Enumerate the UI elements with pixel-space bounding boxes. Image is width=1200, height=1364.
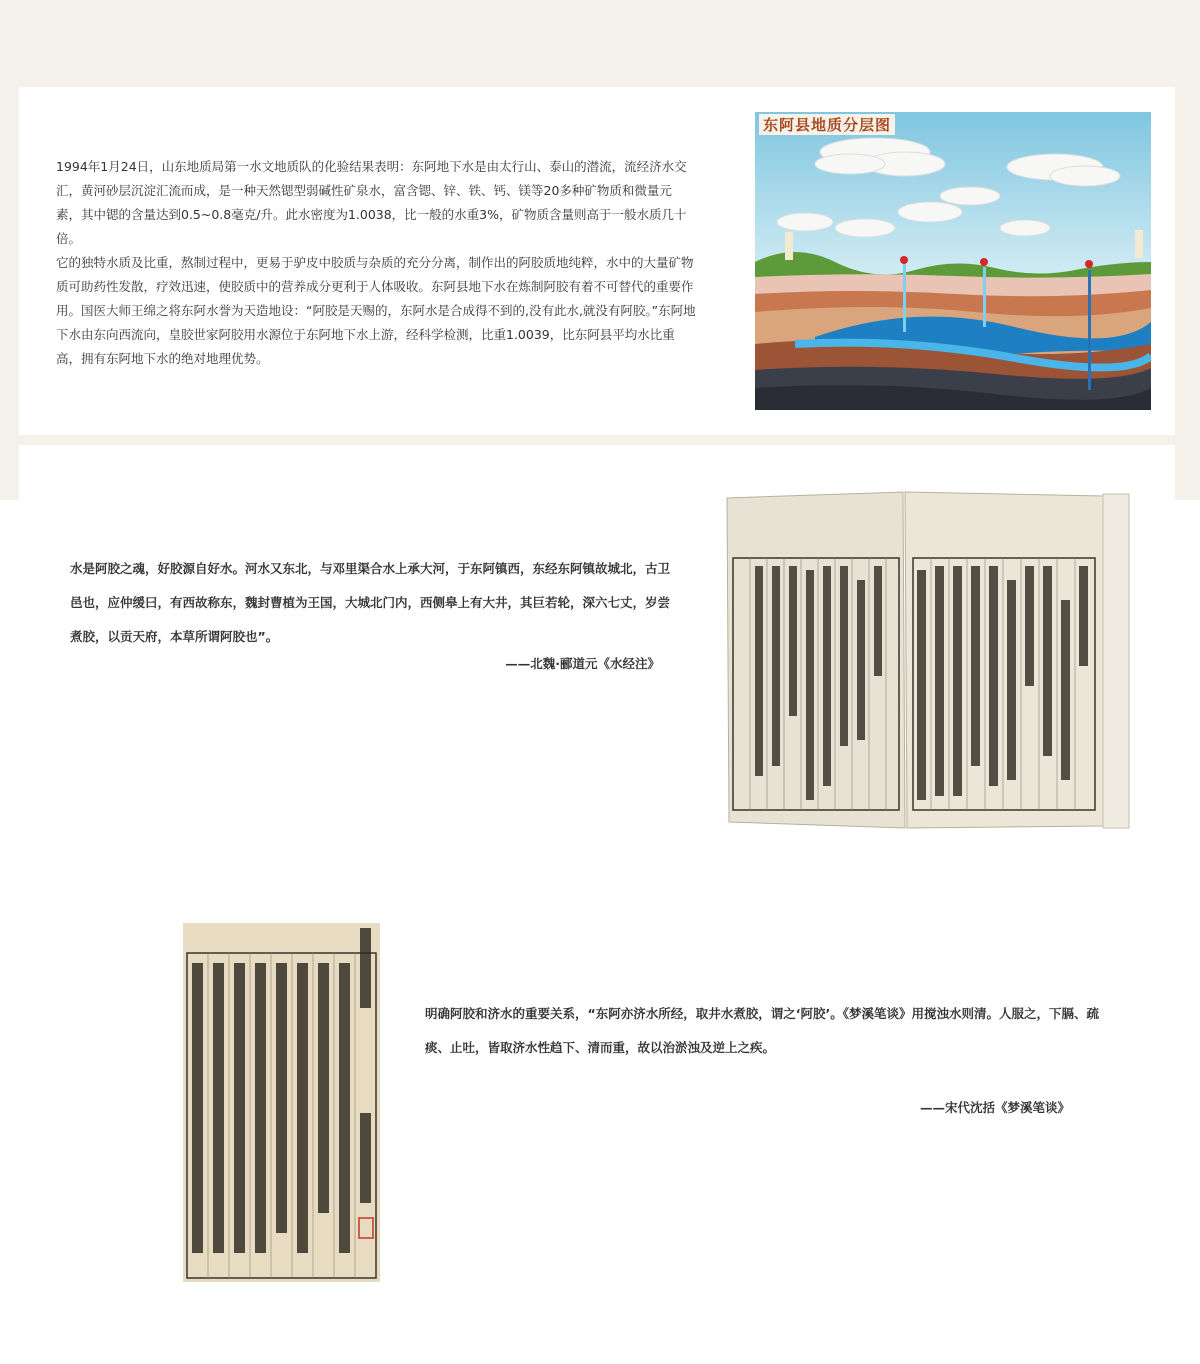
diagram-title: 东阿县地质分层图 [759,114,895,135]
open-book-illustration [725,490,1130,830]
mengxi-book-page-image [183,923,380,1282]
mengxi-quote: 明确阿胶和济水的重要关系，“东阿亦济水所经，取井水煮胶，谓之‘阿胶’。《梦溪笔谈》用搅浊水则清。人服之，下膈、疏痰、止吐，皆取济水性趋下、清而重，故以治淤浊及逆上之疾。 [425,1006,1099,1055]
shuijingzhu-book-image [725,490,1130,830]
geology-layer-diagram [755,112,1151,410]
geology-paragraph-2: 它的独特水质及比重，熬制过程中，更易于驴皮中胶质与杂质的充分分离，制作出的阿胶质地纯粹，水中的大量矿物质可助药性发散，疗效迅速，使胶质中的营养成分更利于人体吸收。东阿县地下水在炼制阿胶有着不可替代的重要作用。国医大师王绵之将东阿水誉为天造地设：“阿胶是天赐的，东阿水是合成得不到的,没有此水,就没有阿胶。”东阿地下水由东向西流向，皇胶世家阿胶用水源位于东阿地下水上游，经科学检测，比重1.0039，比东阿县平均水比重高，拥有东阿地下水的绝对地理优势。 [56,255,696,366]
book-page-illustration [183,923,380,1282]
geology-description [56,155,696,371]
shuijingzhu-quote: 水是阿胶之魂，好胶源自好水。河水又东北，与邓里渠合水上承大河，于东阿镇西，东经东阿镇故城北，古卫邑也，应仲缓曰，有西故称东，魏封曹植为王国，大城北门内，西侧皋上有大井，其巨若轮，深六七丈，岁尝煮胶，以贡天府，本草所谓阿胶也”。 [70,561,671,644]
geology-paragraph-1: 1994年1月24日，山东地质局第一水文地质队的化验结果表明：东阿地下水是由太行山、泰山的潜流，流经济水交汇，黄河砂层沉淀汇流而成，是一种天然锶型弱碱性矿泉水，富含锶、锌、铁、钙、镁等20多种矿物质和微量元素，其中锶的含量达到0.5~0.8毫克/升。此水密度为1.0038，比一般的水重3%，矿物质含量则高于一般水质几十倍。 [56,159,687,246]
shuijingzhu-source: ——北魏·郦道元《水经注》 [505,656,660,671]
mengxi-source: ——宋代沈括《梦溪笔谈》 [919,1100,1070,1115]
geology-diagram-illustration [755,112,1151,410]
